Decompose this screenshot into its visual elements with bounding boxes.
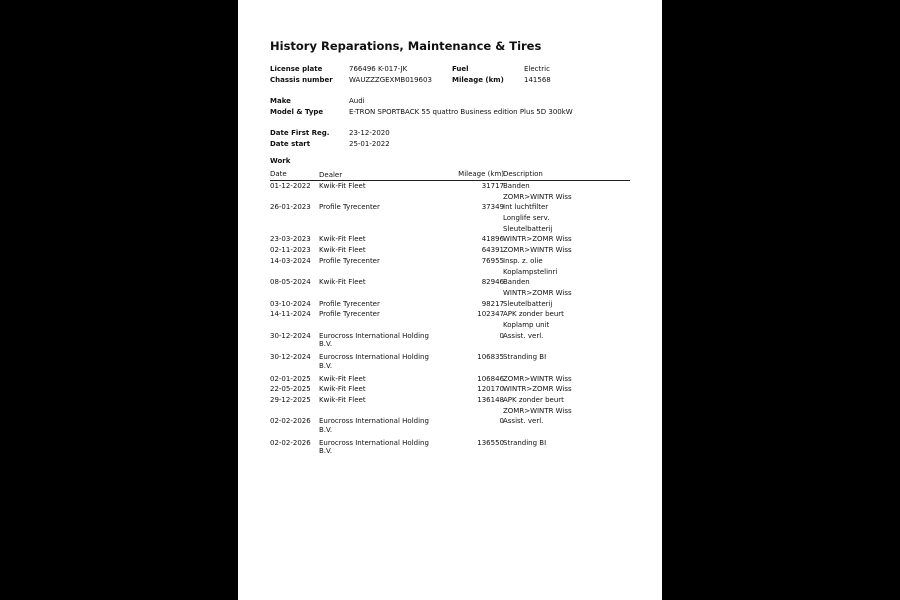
- row-dealer: Profile Tyrecenter: [319, 310, 380, 319]
- column-header-mileage: Mileage (km): [458, 170, 504, 178]
- table-row: [270, 352, 630, 373]
- table-row: [270, 374, 630, 385]
- row-date: 26-01-2023: [270, 203, 311, 212]
- work-table: [270, 170, 630, 459]
- row-descriptions: [503, 416, 543, 427]
- table-row: [270, 384, 630, 395]
- row-description: WINTR>ZOMR Wiss: [503, 385, 572, 394]
- document-page: [238, 0, 662, 600]
- row-mileage: 41896: [481, 235, 504, 244]
- chassis-value: WAUZZZGEXMB019603: [349, 76, 432, 84]
- row-date: 02-01-2025: [270, 374, 311, 383]
- table-row: [270, 234, 630, 245]
- row-date: 29-12-2025: [270, 395, 311, 404]
- row-date: 02-02-2026: [270, 438, 311, 447]
- row-description: Banden: [503, 182, 530, 190]
- row-dealer: Kwik-Fit Fleet: [319, 235, 366, 244]
- row-mileage: 76955: [481, 256, 504, 265]
- row-dealer: Eurocross International Holding B.V.: [319, 438, 429, 456]
- mileage-value: 141568: [524, 76, 551, 84]
- table-row: [270, 245, 630, 256]
- row-mileage: 0: [499, 331, 504, 340]
- row-dealer: Kwik-Fit Fleet: [319, 182, 366, 190]
- row-descriptions: [503, 374, 572, 385]
- row-dealer: Eurocross International Holding B.V.: [319, 331, 429, 349]
- row-description: ZOMR>WINTR Wiss: [503, 246, 572, 255]
- row-mileage: 136148: [477, 395, 504, 404]
- row-date: 08-05-2024: [270, 278, 311, 287]
- table-row: [270, 256, 630, 277]
- license-plate-label: License plate: [270, 65, 323, 73]
- row-date: 22-05-2025: [270, 385, 311, 394]
- row-dealer: Kwik-Fit Fleet: [319, 278, 366, 287]
- row-date: 02-11-2023: [270, 246, 311, 255]
- row-description: Banden: [503, 278, 530, 287]
- row-description: Stranding BI: [503, 353, 547, 362]
- work-heading: Work: [270, 157, 291, 165]
- row-mileage: 82946: [481, 278, 504, 287]
- row-description: Koplampstelinri: [503, 267, 558, 276]
- row-description: Assist. verl.: [503, 331, 544, 340]
- table-row: [270, 277, 630, 298]
- row-descriptions: [503, 181, 572, 202]
- row-mileage: 120170: [477, 385, 504, 394]
- table-row: [270, 181, 630, 202]
- model-label: Model & Type: [270, 108, 324, 116]
- table-row: [270, 331, 630, 352]
- row-descriptions: [503, 277, 572, 298]
- table-row: [270, 438, 630, 459]
- row-description: Assist. verl.: [503, 417, 544, 426]
- row-mileage: 102347: [477, 310, 504, 319]
- row-date: 23-03-2023: [270, 235, 311, 244]
- date-first-reg-value: 23-12-2020: [349, 129, 390, 137]
- fuel-label: Fuel: [452, 65, 469, 73]
- row-descriptions: [503, 234, 572, 245]
- row-description: Stranding BI: [503, 438, 547, 447]
- row-description: ZOMR>WINTR Wiss: [503, 406, 572, 415]
- row-description: Longlife serv.: [503, 214, 550, 223]
- row-date: 01-12-2022: [270, 182, 311, 190]
- table-row: [270, 395, 630, 416]
- date-start-value: 25-01-2022: [349, 140, 390, 148]
- row-dealer: Eurocross International Holding B.V.: [319, 353, 429, 370]
- row-dealer: Kwik-Fit Fleet: [319, 385, 366, 394]
- row-dealer: Kwik-Fit Fleet: [319, 395, 366, 404]
- table-row: [270, 416, 630, 437]
- make-value: Audi: [349, 97, 365, 105]
- row-mileage: 106835: [477, 353, 504, 362]
- row-mileage: 136550: [477, 438, 504, 447]
- row-descriptions: [503, 309, 564, 330]
- table-row: [270, 309, 630, 330]
- row-descriptions: [503, 395, 572, 416]
- row-description: ZOMR>WINTR Wiss: [503, 374, 572, 383]
- row-descriptions: [503, 384, 572, 395]
- row-mileage: 106846: [477, 374, 504, 383]
- row-date: 14-03-2024: [270, 256, 311, 265]
- row-mileage: 0: [499, 417, 504, 426]
- row-dealer: Kwik-Fit Fleet: [319, 246, 366, 255]
- row-description: Int luchtfilter: [503, 203, 549, 212]
- row-description: WINTR>ZOMR Wiss: [503, 235, 572, 244]
- row-mileage: 64391: [481, 246, 504, 255]
- fuel-value: Electric: [524, 65, 550, 73]
- row-description: Sleutelbatterij: [503, 299, 553, 308]
- row-description: Insp. z. olie: [503, 256, 543, 265]
- row-descriptions: [503, 245, 572, 256]
- row-description: WINTR>ZOMR Wiss: [503, 288, 572, 297]
- row-description: Koplamp unit: [503, 321, 550, 330]
- page-title: History Reparations, Maintenance & Tires: [270, 39, 542, 53]
- row-date: 02-02-2026: [270, 417, 311, 426]
- row-date: 03-10-2024: [270, 299, 311, 308]
- row-mileage: 98217: [481, 299, 504, 308]
- row-description: ZOMR>WINTR Wiss: [503, 192, 572, 201]
- column-header-date: Date: [270, 170, 287, 178]
- row-descriptions: [503, 331, 543, 342]
- table-row: [270, 202, 630, 234]
- row-mileage: 31717: [481, 182, 504, 190]
- model-value: E-TRON SPORTBACK 55 quattro Business edition Plus 5D 300kW: [349, 108, 573, 116]
- table-row: [270, 299, 630, 310]
- chassis-label: Chassis number: [270, 76, 333, 84]
- table-header: [270, 170, 630, 181]
- row-date: 30-12-2024: [270, 331, 311, 340]
- row-dealer: Eurocross International Holding B.V.: [319, 417, 429, 434]
- date-first-reg-label: Date First Reg.: [270, 129, 330, 137]
- row-descriptions: [503, 256, 557, 277]
- row-mileage: 37349: [481, 203, 504, 212]
- row-description: APK zonder beurt: [503, 395, 564, 404]
- row-descriptions: [503, 299, 552, 310]
- date-start-label: Date start: [270, 140, 311, 148]
- column-header-dealer: Dealer: [319, 171, 343, 179]
- mileage-label: Mileage (km): [452, 76, 504, 84]
- row-dealer: Kwik-Fit Fleet: [319, 374, 366, 383]
- row-date: 30-12-2024: [270, 353, 311, 362]
- make-label: Make: [270, 97, 291, 105]
- row-dealer: Profile Tyrecenter: [319, 299, 380, 308]
- row-description: Sleutelbatterij: [503, 224, 553, 233]
- row-descriptions: [503, 352, 546, 363]
- row-descriptions: [503, 438, 546, 449]
- row-dealer: Profile Tyrecenter: [319, 203, 380, 212]
- table-body: [270, 181, 630, 459]
- row-descriptions: [503, 202, 552, 234]
- license-plate-value: 766496 K-017-JK: [349, 65, 408, 73]
- row-description: APK zonder beurt: [503, 310, 564, 319]
- column-header-description: Description: [503, 170, 543, 178]
- row-dealer: Profile Tyrecenter: [319, 256, 380, 265]
- row-date: 14-11-2024: [270, 310, 311, 319]
